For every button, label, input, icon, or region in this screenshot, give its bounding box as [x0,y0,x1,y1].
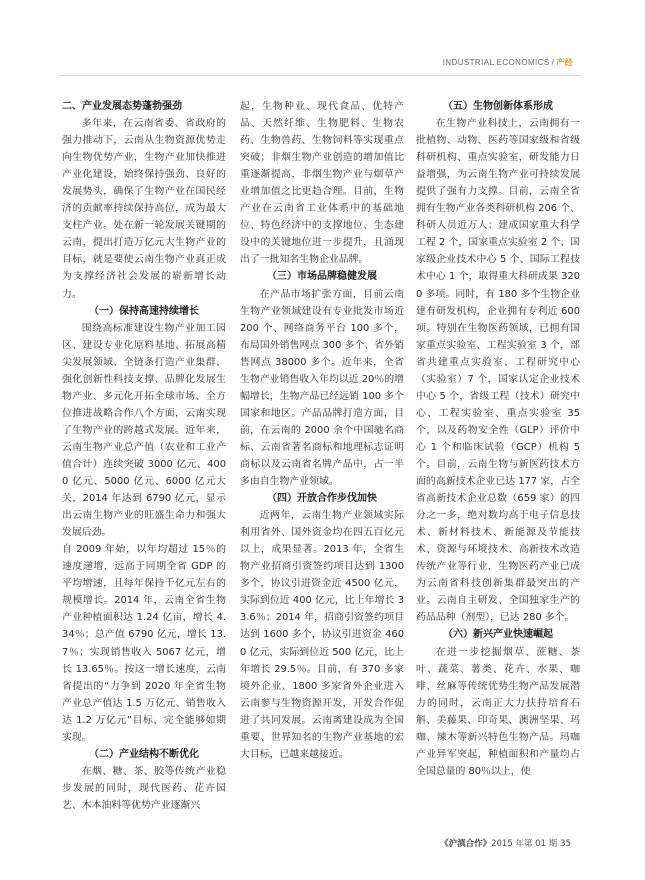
subsection-heading: （六）新兴产业快速崛起 [443,629,553,641]
header-rule [60,75,580,76]
paragraph: 多年来，在云南省委、省政府的强力推动下，云南从生物资源优势走向生物优势产业，生物产业加快推进产业化建设，始终保持强劲、良好的发展势头，确保了生物产业在国民经济的贡献率持续保持高位，成为最大支柱产业。处在新一轮发展关键期的云南，提出打造万亿元大生物产业的目标，就是要使云南生物产业真正成为支撑经济社会发展的崭新增长动力。 [62,118,226,300]
subsection-heading: （二）产业结构不断优化 [89,748,199,760]
paragraph: 起，生物种业、现代食品、优特产品、天然纤维、生物肥料、生物农药、生物兽药、生物饲料等实现重点突破；非烟生物产业创造的增加值比重逐渐提高，非烟生物产业与烟草产业增加值之比更趋合理。目前，生物产业在云南省工业体系中的基础地位、特色经济中的支撑地位、生态建设中的关键地位进一步提升，且涌现出了一批知名生物企业品牌。 [240,101,404,266]
article-column-3 [416,98,580,780]
header-section-cn: 产经 [556,58,573,67]
issue-label: 2015 年第 01 期 [491,839,558,849]
paragraph: 围绕高标准建设生物产业加工园区、建设专业化原料基地、拓展高精尖发展领域、全链条打造产业集群、强化创新性科技支撑、品牌化发展生物产业、多元化开拓全球市场、全方位推进战略合作八个方面，云南实现了生物产业的跨越式发展。近年来，云南生物产业总产值（农业和工业产值合计）连续突破 3000 亿元、4000 亿元、5000 亿元、6000 亿元大关，2014 年达到 6790 亿元，显示出云南生物产业的旺盛生命力和强大发展后劲。 [62,322,226,539]
subsection-heading: （一）保持高速持续增长 [89,305,199,317]
page-number: 35 [560,839,571,849]
paragraph: 在烟、糖、茶、胶等传统产业稳步发展的同时，现代医药、花卉园艺、木本油料等优势产业逐渐兴 [62,765,226,811]
page-footer [440,837,571,849]
paragraph: 在产品市场扩张方面，目前云南生物产业领域建设有专业批发市场近 200 个、网络商务平台 100 多个，布局国外销售网点 300 多个、省外销售网点 38000 多个。近年来，全省生物产业销售收入年均以近 20％的增幅增长，生物产品已经远销 100 多个国家和地区。产品品牌打造方面，目前，在云南的 2000 余个中国驰名商标、云南省著名商标和地理标志证明商标以及云南省名牌产品中，占一半多由自生物产业领域。 [240,288,404,488]
subsection-heading: （三）市场品牌稳健发展 [267,271,377,283]
subsection-heading: （五）生物创新体系形成 [443,101,553,112]
article-column-2 [240,98,404,763]
paragraph: 自 2009 年始，以年均超过 15％的速度递增，远高于同期全省 GDP 的平均增速，且每年保持千亿元左右的规模增长。2014 年，云南全省生物产业种植面积达 1.24 亿亩，增长 4.34％；总产值 6790 亿元，增长 13.7％；实现销售收入 5067 亿元，增长 13.65％。按这一增长速度，云南省提出的“力争到 2020 年全省生物产业总产值达 1.5 万亿元、销售收入达 1.2 万亿元”目标，完全能够如期实现。 [62,544,226,743]
header-section-en: INDUSTRIAL ECONOMICS [442,58,550,67]
paragraph: 在生物产业科技上，云南拥有一批植物、动物、医药等国家级和省级科研机构、重点实验室，研发能力日益增强，为云南生物产业可持续发展提供了强有力支撑。目前，云南全省拥有生物产业各类科研机构 206 个、科研人员近万人；建成国家重大科学工程 2 个，国家重点实验室 2 个、国家级企业技术中心 5 个、国际工程技术中心 1 个，取得重大科研成果 3200 多项。同时，有 180 多个生物企业建有研发机构，企业拥有专利近 600 项。特别在生物医药领域，已拥有国家重点实验室、工程实验室 3 个，部省共建重点实验室、工程研究中心（实验室）7 个，国家认定企业技术中心 5 个，省级工程（技术）研究中心、工程实验室、重点实验室 35 个，以及药物安全性（GLP）评价中心 1 个和临床试验（GCP）机构 5 个。目前，云南生物与新医药技术方面的高新技术企业已达 177 家，占全省高新技术企业总数（659 家）的四分之一多，绝对数均高于电子信息技术、新材料技术、新能源及节能技术、资源与环境技术、高新技术改造传统产业等行业，生物医药产业已成为云南省科技创新集群最突出的产业。云南自主研发、全国独家生产的药品品种（剂型），已达 280 多个。 [416,118,580,624]
paragraph: 近两年，云南生物产业领域实际利用省外、国外资金均在四五百亿元以上，成果显著。2013 年，全省生物产业招商引资签约项目达到 1300 多个，协议引进资金近 4500 亿元，实际到位近 400 亿元，比上年增长 33.6％；2014 年，招商引资签约项目达到 1600 多个，协议引进资金 4600 亿元，实际到位近 500 亿元，比上年增长 29.5％。目前，有 370 多家境外企业、1800 多家省外企业进入云南参与生物资源开发，开发合作促进了共同发展。云南离建设成为全国重要、世界知名的生物产业基地的宏大目标，已越来越接近。 [240,510,404,760]
article-column-1 [62,98,226,814]
header-divider: / [551,58,555,67]
running-header [443,57,573,68]
paragraph: 在进一步挖掘烟草、蔗糖、茶叶、蔬菜、薯类、花卉、水果、咖啡、丝麻等传统优势生物产品发展潜力的同时，云南正大力扶持培育石斛、美藤果、印奇果、澳洲坚果、玛咖、辣木等新兴特色生物产品。玛咖产业异军突起，种植面积和产量均占全国总量的 80％以上，使 [416,646,580,777]
publication-name: 《沪滇合作》 [440,839,492,849]
section-heading: 二、产业发展态势蓬勃强劲 [62,101,182,112]
subsection-heading: （四）开放合作步伐加快 [267,493,377,505]
